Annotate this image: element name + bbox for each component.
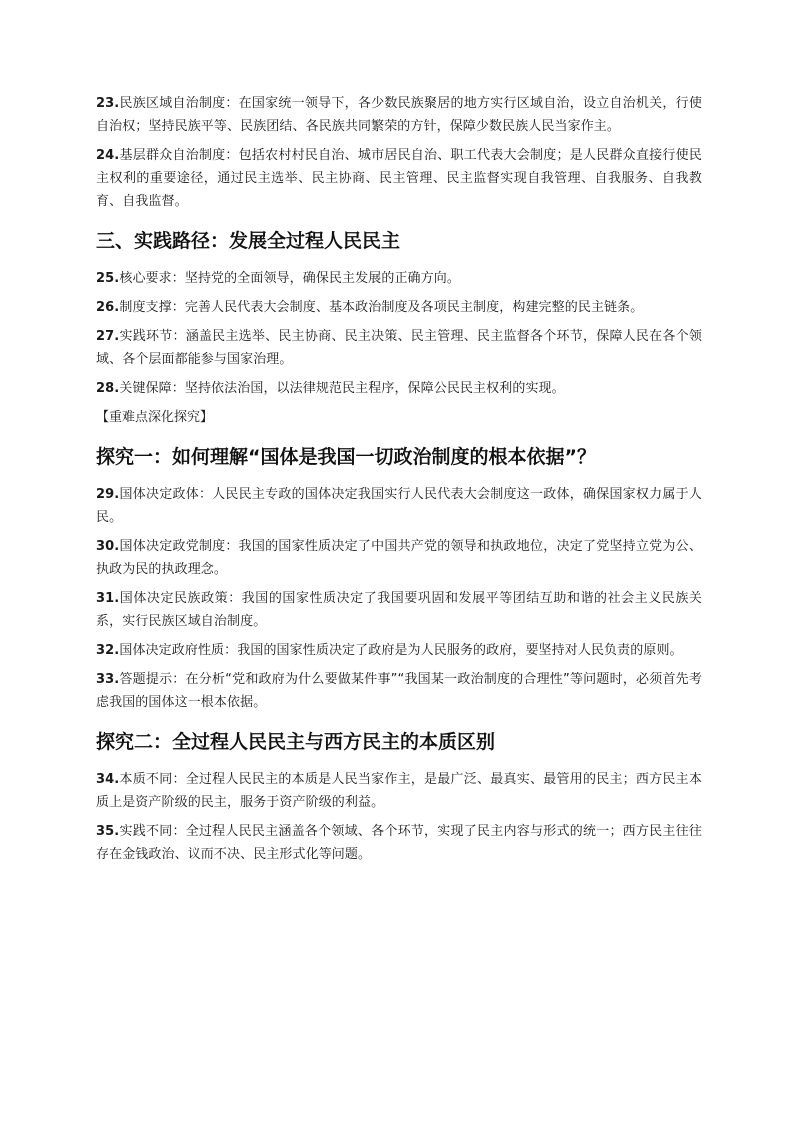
item-text: 国体决定政体：人民民主专政的国体决定我国实行人民代表大会制度这一政体，确保国家权力属于人民。 [96, 487, 702, 525]
deep-exploration-label: 【重难点深化探究】 [96, 410, 214, 425]
item-text: 本质不同：全过程人民民主的本质是人民当家作主，是最广泛、最真实、最管用的民主；西方民主本质上是资产阶级的民主，服务于资产阶级的利益。 [96, 772, 702, 810]
item-number: 35. [96, 824, 120, 839]
item-number: 25. [96, 271, 120, 286]
item-text: 核心要求：坚持党的全面领导，确保民主发展的正确方向。 [119, 271, 460, 286]
item-text: 基层群众自治制度：包括农村村民自治、城市居民自治、职工代表大会制度；是人民群众直接行使民主权利的重要途径，通过民主选举、民主协商、民主管理、民主监督实现自我管理、自我服务、自我教育、自我监督。 [96, 148, 702, 209]
explore-1-heading: 探究一：如何理解“国体是我国一切政治制度的根本依据”？ [96, 446, 596, 468]
item-32 [96, 639, 702, 662]
item-30 [96, 535, 702, 581]
item-number: 28. [96, 381, 120, 396]
item-text: 实践不同：全过程人民民主涵盖各个领域、各个环节，实现了民主内容与形式的统一；西方民主往往存在金钱政治、议而不决、民主形式化等问题。 [96, 824, 702, 862]
item-24 [96, 144, 702, 213]
item-26 [96, 296, 702, 319]
section-3-heading: 三、实践路径：发展全过程人民民主 [96, 230, 401, 252]
document-page [96, 92, 702, 872]
item-number: 30. [96, 539, 120, 554]
item-number: 23. [96, 96, 120, 111]
explore-2-heading: 探究二：全过程人民民主与西方民主的本质区别 [96, 731, 496, 753]
item-29 [96, 483, 702, 529]
item-34 [96, 768, 702, 814]
item-text: 答题提示：在分析“党和政府为什么要做某件事”“我国某一政治制度的合理性”等问题时，必须首先考虑我国的国体这一根本依据。 [96, 672, 702, 710]
item-28 [96, 377, 702, 400]
item-text: 国体决定政府性质：我国的国家性质决定了政府是为人民服务的政府，要坚持对人民负责的原则。 [119, 643, 683, 658]
item-number: 33. [96, 672, 120, 687]
item-text: 制度支撑：完善人民代表大会制度、基本政治制度及各项民主制度，构建完整的民主链条。 [119, 300, 644, 315]
item-31 [96, 587, 702, 633]
item-number: 31. [96, 591, 120, 606]
item-text: 关键保障：坚持依法治国，以法律规范民主程序，保障公民民主权利的实现。 [119, 381, 565, 396]
item-23 [96, 92, 702, 138]
item-text: 国体决定民族政策：我国的国家性质决定了我国要巩固和发展平等团结互助和谐的社会主义民族关系，实行民族区域自治制度。 [96, 591, 702, 629]
item-number: 24. [96, 148, 120, 163]
item-25 [96, 267, 702, 290]
item-number: 29. [96, 487, 120, 502]
item-text: 实践环节：涵盖民主选举、民主协商、民主决策、民主管理、民主监督各个环节，保障人民在各个领域、各个层面都能参与国家治理。 [96, 329, 702, 367]
item-number: 32. [96, 643, 120, 658]
item-27 [96, 325, 702, 371]
item-text: 民族区域自治制度：在国家统一领导下，各少数民族聚居的地方实行区域自治，设立自治机关，行使自治权；坚持民族平等、民族团结、各民族共同繁荣的方针，保障少数民族人民当家作主。 [96, 96, 702, 134]
item-number: 34. [96, 772, 120, 787]
item-33 [96, 668, 702, 714]
item-35 [96, 820, 702, 866]
item-number: 26. [96, 300, 120, 315]
item-number: 27. [96, 329, 120, 344]
item-text: 国体决定政党制度：我国的国家性质决定了中国共产党的领导和执政地位，决定了党坚持立党为公、执政为民的执政理念。 [96, 539, 702, 577]
